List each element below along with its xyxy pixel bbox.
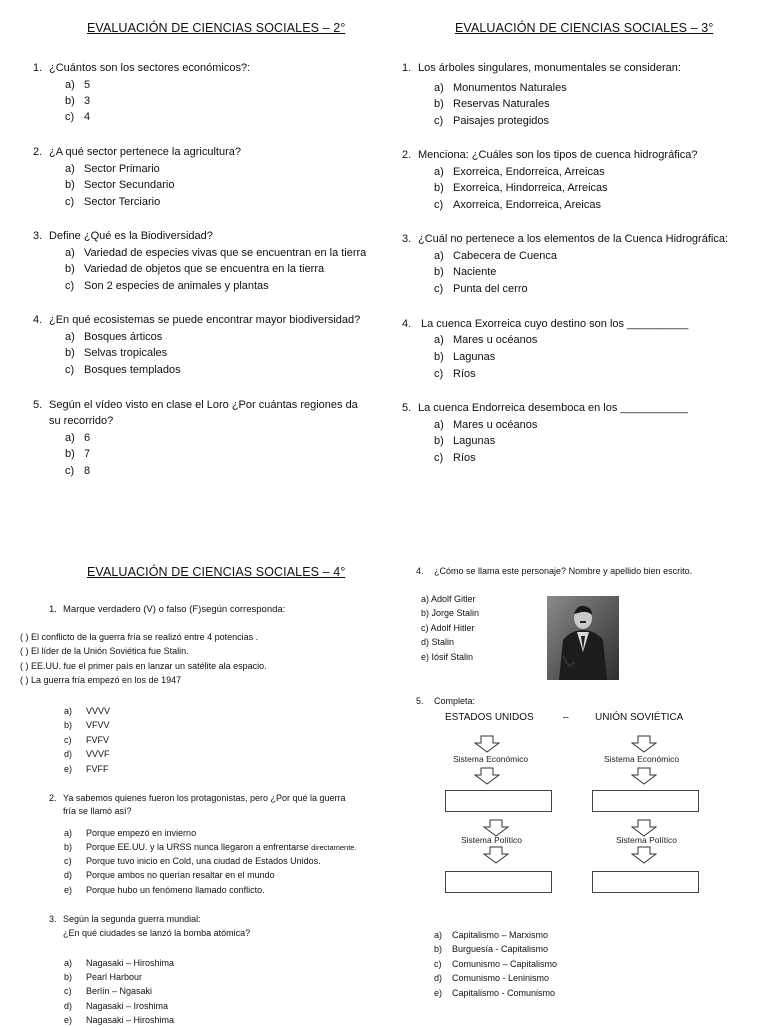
eval2-title: EVALUACIÓN DE CIENCIAS SOCIALES – 2° — [87, 21, 346, 35]
eval2-q5-a: a) 6 — [65, 432, 91, 444]
eval3-q1: 1. Los árboles singulares, monumentales se consideran: — [402, 62, 681, 74]
eval4-q3-cont: ¿En qué ciudades se lanzó la bomba atómica? — [63, 928, 251, 938]
eval4-q3-c: c) Berlín – Ngasaki — [64, 986, 153, 996]
eval2-q2-a: a) Sector Primario — [65, 163, 160, 175]
eval3-q2-b: b) Exorreica, Hindorreica, Arreicas — [434, 182, 608, 194]
eval4-q1-statement-3: ( ) EE.UU. fue el primer país en lanzar un satélite ala espacio. — [20, 661, 267, 671]
answer-box-economic-usa[interactable] — [445, 790, 552, 812]
eval2-q3-b: b) Variedad de objetos que se encuentra en la tierra — [65, 263, 325, 275]
eval4-q3-e: e) Nagasaki – Hiroshima — [64, 1015, 175, 1025]
eval3-q1-a: a) Monumentos Naturales — [434, 82, 567, 94]
eval3-q4: 4. La cuenca Exorreica cuyo destino son los __________ — [402, 318, 689, 330]
eval4-q1-e: e) FVFF — [64, 764, 109, 774]
eval4-q2-e: e) Porque hubo un fenómeno llamado conflicto. — [64, 885, 265, 895]
eval3-q2-c: c) Axorreica, Endorreica, Areicas — [434, 199, 601, 211]
answer-box-political-usa[interactable] — [445, 871, 552, 893]
eval2-q1: 1. ¿Cuántos son los sectores económicos?: — [33, 62, 251, 74]
eval4-q2-a: a) Porque empezó en invierno — [64, 828, 197, 838]
eval3-q4-c: c) Ríos — [434, 368, 476, 380]
arrow-down-icon — [483, 846, 509, 864]
eval4-q4-e: e) Iósif Stalin — [421, 652, 474, 662]
label-sistema-economico-ussr: Sistema Económico — [604, 754, 680, 764]
eval4-q5-c: c) Comunismo – Capitalismo — [434, 959, 558, 969]
arrow-down-icon — [631, 846, 657, 864]
eval4-q3-b: b) Pearl Harbour — [64, 972, 143, 982]
eval3-q1-b: b) Reservas Naturales — [434, 98, 550, 110]
eval4-q5-b: b) Burguesía - Capitalismo — [434, 944, 549, 954]
answer-box-political-ussr[interactable] — [592, 871, 699, 893]
arrow-down-icon — [474, 767, 500, 785]
label-sistema-politico-usa: Sistema Político — [461, 835, 522, 845]
eval4-q1-c: c) FVFV — [64, 735, 110, 745]
diagram-head-usa: ESTADOS UNIDOS — [445, 712, 534, 723]
eval4-q4-c: c) Adolf Hitler — [421, 623, 475, 633]
answer-box-economic-ussr[interactable] — [592, 790, 699, 812]
eval4-title: EVALUACIÓN DE CIENCIAS SOCIALES – 4° — [87, 565, 346, 579]
eval2-q5-b: b) 7 — [65, 448, 91, 460]
eval2-q5-c: c) 8 — [65, 465, 91, 477]
diagram-dash: – — [563, 712, 569, 723]
eval3-q4-b: b) Lagunas — [434, 351, 496, 363]
eval2-q3-c: c) Son 2 especies de animales y plantas — [65, 280, 269, 292]
eval4-q1-a: a) VVVV — [64, 706, 111, 716]
eval3-q4-a: a) Mares u océanos — [434, 334, 538, 346]
eval2-q4-c: c) Bosques templados — [65, 364, 181, 376]
eval3-q2: 2. Menciona: ¿Cuáles son los tipos de cuenca hidrográfica? — [402, 149, 698, 161]
eval3-q1-c: c) Paisajes protegidos — [434, 115, 550, 127]
eval4-q1-statement-2: ( ) El líder de la Unión Soviética fue Stalin. — [20, 646, 189, 656]
arrow-down-icon — [631, 767, 657, 785]
eval2-q5-cont: su recorrido? — [49, 415, 114, 427]
eval3-q3-a: a) Cabecera de Cuenca — [434, 250, 557, 262]
portrait-photo — [547, 596, 619, 680]
eval3-q5-b: b) Lagunas — [434, 435, 496, 447]
eval4-q2-d: d) Porque ambos no querían resaltar en el mundo — [64, 870, 275, 880]
eval4-q4-a: a) Adolf Gitler — [421, 594, 476, 604]
eval3-title: EVALUACIÓN DE CIENCIAS SOCIALES – 3° — [455, 21, 714, 35]
eval4-q3: 3. Según la segunda guerra mundial: — [49, 914, 201, 924]
eval2-q2-c: c) Sector Terciario — [65, 196, 161, 208]
eval4-q1-statement-4: ( ) La guerra fría empezó en los de 1947 — [20, 675, 182, 685]
eval4-q3-a: a) Nagasaki – Hiroshima — [64, 958, 175, 968]
eval2-q2-b: b) Sector Secundario — [65, 179, 175, 191]
eval3-q3-b: b) Naciente — [434, 266, 497, 278]
eval2-q1-a: a) 5 — [65, 79, 91, 91]
eval2-q2: 2. ¿A qué sector pertenece la agricultura? — [33, 146, 242, 158]
eval2-q3-a: a) Variedad de especies vivas que se encuentran en la tierra — [65, 247, 367, 259]
label-sistema-politico-ussr: Sistema Político — [616, 835, 677, 845]
eval3-q5-a: a) Mares u océanos — [434, 419, 538, 431]
eval4-q5-e: e) Capitalismo - Comunismo — [434, 988, 556, 998]
eval4-q4: 4. ¿Cómo se llama este personaje? Nombre y apellido bien escrito. — [416, 566, 693, 576]
eval4-q1-b: b) VFVV — [64, 720, 110, 730]
eval4-q1-statement-1: ( ) El conflicto de la guerra fría se realizó entre 4 potencias . — [20, 632, 259, 642]
eval4-q3-d: d) Nagasaki – Iroshima — [64, 1001, 169, 1011]
eval2-q1-b: b) 3 — [65, 95, 91, 107]
eval4-q2-c: c) Porque tuvo inicio en Cold, una ciudad de Estados Unidos. — [64, 856, 321, 866]
eval4-q1-d: d) VVVF — [64, 749, 110, 759]
eval4-q2: 2. Ya sabemos quienes fueron los protagonistas, pero ¿Por qué la guerra — [49, 793, 346, 803]
eval3-q5-c: c) Ríos — [434, 452, 476, 464]
eval4-q4-d: d) Stalin — [421, 637, 455, 647]
eval4-q2-b: b) Porque EE.UU. y la URSS nunca llegaron a enfrentarse directamente. — [64, 842, 357, 852]
arrow-down-icon — [474, 735, 500, 753]
eval2-q5: 5. Según el vídeo visto en clase el Loro ¿Por cuántas regiones da — [33, 399, 358, 411]
eval4-q5-d: d) Comunismo - Leninismo — [434, 973, 550, 983]
eval4-q4-b: b) Jorge Stalin — [421, 608, 480, 618]
label-sistema-economico-usa: Sistema Económico — [453, 754, 529, 764]
eval3-q5: 5. La cuenca Endorreica desemboca en los ___________ — [402, 402, 688, 414]
eval3-q3: 3. ¿Cuál no pertenece a los elementos de la Cuenca Hidrográfica: — [402, 233, 729, 245]
eval2-q3: 3. Define ¿Qué es la Biodiversidad? — [33, 230, 213, 242]
eval2-q4: 4. ¿En qué ecosistemas se puede encontrar mayor biodiversidad? — [33, 314, 361, 326]
eval4-q1: 1. Marque verdadero (V) o falso (F)según corresponda: — [49, 604, 286, 615]
eval3-q2-a: a) Exorreica, Endorreica, Arreicas — [434, 166, 605, 178]
eval2-q4-a: a) Bosques árticos — [65, 331, 163, 343]
arrow-down-icon — [631, 735, 657, 753]
eval4-q5: 5. Completa: — [416, 696, 476, 706]
eval2-q4-b: b) Selvas tropicales — [65, 347, 168, 359]
eval4-q2-cont: fría se llamó así? — [63, 806, 132, 816]
eval3-q3-c: c) Punta del cerro — [434, 283, 528, 295]
eval4-q5-a: a) Capitalismo – Marxismo — [434, 930, 549, 940]
eval2-q1-c: c) 4 — [65, 111, 91, 123]
diagram-head-ussr: UNIÓN SOVIÉTICA — [595, 712, 684, 723]
